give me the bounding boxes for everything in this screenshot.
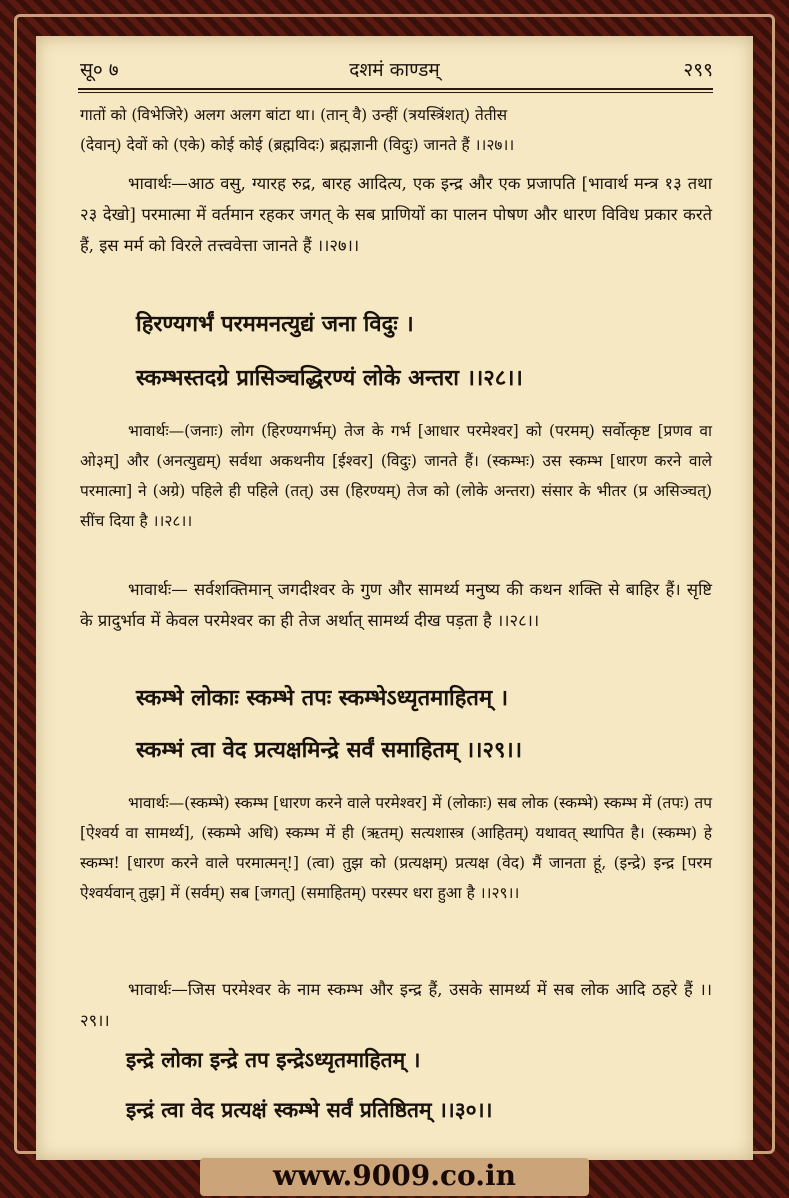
header-rule: [78, 88, 713, 93]
mantra-30-line-2: इन्द्रं त्वा वेद प्रत्यक्षं स्कम्भे सर्वं प्रतिष्ठितम् ।।३०।।: [126, 1097, 493, 1122]
mantra-29-line-2: स्कम्भं त्वा वेद प्रत्यक्षमिन्द्रे सर्वं समाहितम् ।।२९।।: [136, 737, 523, 763]
paragraph-bhavartha-28: भावार्थः— सर्वशक्तिमान् जगदीश्वर के गुण और सामर्थ्य मनुष्य की कथन शक्ति से बाहिर हैं। सृष्टि के प्रादुर्भाव में केवल परमेश्वर का ही तेज अर्थात् सामर्थ्य दीख पड़ता है ।।२८।।: [80, 580, 712, 630]
paragraph-padartha-28: भावार्थः—(जनाः) लोग (हिरण्यगर्भम्) तेज के गर्भ [आधार परमेश्वर] को (परमम्) सर्वोत्कृष्ट [प्रणव वा ओ३म्] और (अनत्युद्यम्) सर्वथा अकथनीय [ईश्वर] (विदुः) जानते हैं। (स्कम्भः) उस स्कम्भ [धारण करने वाले परमात्मा] ने (अग्रे) पहिले ही पहिले (तत्) उस (हिरण्यम्) तेज को (लोके अन्तरा) संसार के भीतर (प्र असिञ्चत्) सींच दिया है ।।२८।।: [80, 422, 712, 530]
paragraph-1-line-2: (देवान्) देवों को (एके) कोई कोई (ब्रह्मविदः) ब्रह्मज्ञानी (विदुः) जानते हैं ।।२७।।: [80, 136, 515, 154]
mantra-28-line-2: स्कम्भस्तदग्रे प्रासिञ्चद्धिरण्यं लोके अन्तरा ।।२८।।: [136, 365, 523, 391]
mantra-30-line-1: इन्द्रे लोका इन्द्रे तप इन्द्रेऽध्यृतमाहितम् ।: [126, 1047, 421, 1072]
chapter-title: दशमं काण्डम्: [349, 59, 440, 81]
mantra-28-line-1: हिरण्यगर्भं परममनत्युद्यं जना विदुः ।: [136, 311, 414, 337]
mantra-29-line-1: स्कम्भे लोकाः स्कम्भे तपः स्कम्भेऽध्यृतमाहितम् ।: [136, 685, 509, 711]
book-page: [36, 36, 753, 1160]
paragraph-padartha-29: भावार्थः—(स्कम्भे) स्कम्भ [धारण करने वाले परमेश्वर] में (लोकाः) सब लोक (स्कम्भे) स्कम्भ में (तपः) तप [ऐश्वर्य वा सामर्थ्य], (स्कम्भे अधि) स्कम्भ में ही (ऋतम्) सत्यशास्त्र (आहितम्) यथावत् स्थापित है। (स्कम्भ) हे स्कम्भ! [धारण करने वाले परमात्मन्!] (त्वा) तुझ को (प्रत्यक्षम्) प्रत्यक्ष (वेद) मैं जानता हूं, (इन्द्रे) इन्द्र [परम ऐश्वर्यवान् तुझ] में (सर्वम्) सब [जगत्] (समाहितम्) परस्पर धरा हुआ है ।।२९।।: [80, 794, 712, 902]
website-url: www.9009.co.in: [273, 1159, 516, 1192]
page-number: २९९: [683, 59, 713, 81]
sukta-number: सू० ७: [80, 59, 119, 81]
paragraph-1-line-1: गातों को (विभेजिरे) अलग अलग बांटा था। (तान् वै) उन्हीं (त्रयस्त्रिंशत्) तेतीस: [80, 106, 508, 124]
paragraph-bhavartha-29: भावार्थः—जिस परमेश्वर के नाम स्कम्भ और इन्द्र हैं, उसके सामर्थ्य में सब लोक आदि ठहरे हैं ।।२९।।: [80, 980, 712, 1030]
paragraph-bhavartha-27: भावार्थः—आठ वसु, ग्यारह रुद्र, बारह आदित्य, एक इन्द्र और एक प्रजापति [भावार्थ मन्त्र १३ तथा २३ देखो] परमात्मा में वर्तमान रहकर जगत् के सब प्राणियों का पालन पोषण और धारण विविध प्रकार करते हैं, इस मर्म को विरले तत्त्ववेत्ता जानते हैं ।।२७।।: [80, 174, 712, 255]
